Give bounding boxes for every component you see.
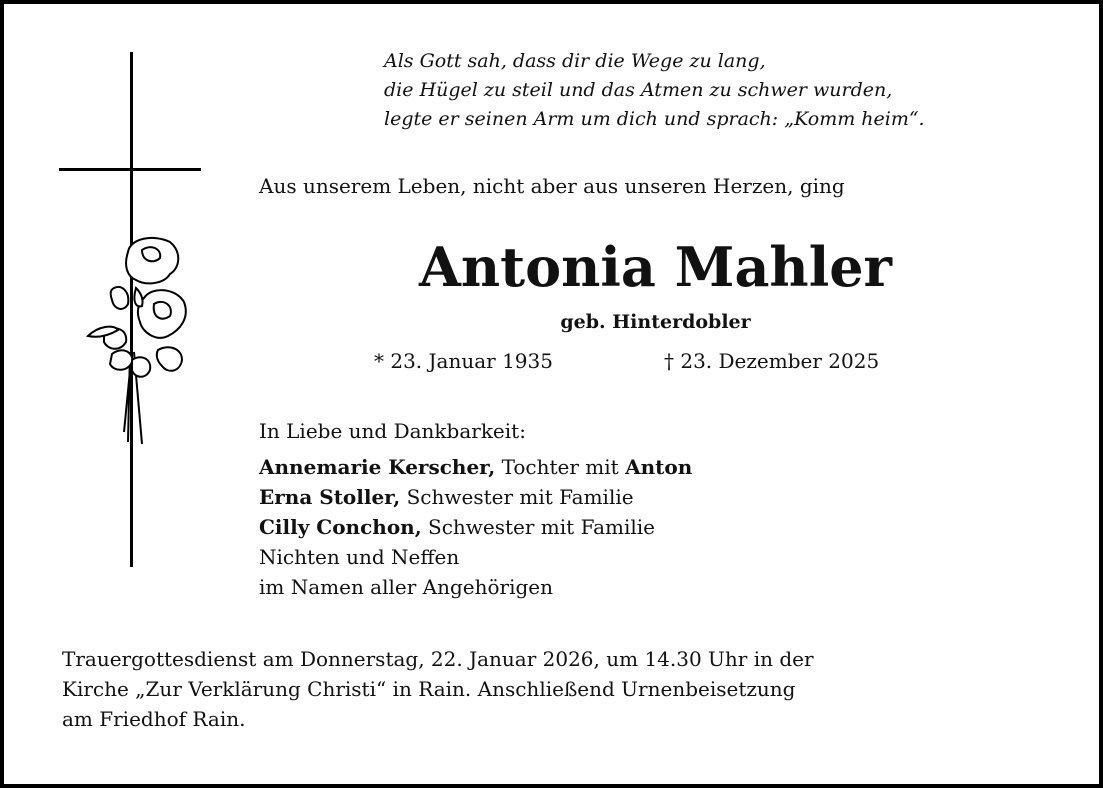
cross-horizontal-bar [59,168,201,171]
service-line: Trauergottesdienst am Donnerstag, 22. Januar 2026, um 14.30 Uhr in der [62,647,814,671]
poem-line: Als Gott sah, dass dir die Wege zu lang, [384,50,766,72]
mourner-relation: Schwester mit Familie [421,515,655,539]
thanks-heading: In Liebe und Dankbarkeit: [259,419,526,443]
mourner-line [259,512,692,542]
poem [384,47,925,134]
mourner-name: Erna Stoller, [259,485,401,509]
mourner-line [259,452,692,482]
maiden-name: geb. Hinterdobler [560,311,751,333]
service-info [62,644,814,734]
mourner-partner: Anton [625,455,693,479]
death-date: † 23. Dezember 2025 [664,349,880,373]
mourner-line [259,482,692,512]
mourner-relation: Schwester mit Familie [400,485,634,509]
mourners-list [259,452,692,602]
mourner-name: Cilly Conchon, [259,515,422,539]
birth-date: * 23. Januar 1935 [374,349,553,373]
intro-text: Aus unserem Leben, nicht aber aus unseren Herzen, ging [259,174,845,198]
mourner-relation: im Namen aller Angehörigen [259,575,554,599]
mourner-relation: Tochter mit [495,455,626,479]
service-line: am Friedhof Rain. [62,707,246,731]
deceased-name: Antonia Mahler [418,235,893,299]
service-line: Kirche „Zur Verklärung Christi“ in Rain. Anschließend Urnenbeisetzung [62,677,796,701]
mourner-relation: Nichten und Neffen [259,545,460,569]
poem-line: legte er seinen Arm um dich und sprach: „Komm heim“. [384,108,925,130]
mourner-line [259,542,692,572]
poem-line: die Hügel zu steil und das Atmen zu schwer wurden, [384,79,893,101]
mourner-name: Annemarie Kerscher, [259,455,496,479]
mourner-line [259,572,692,602]
